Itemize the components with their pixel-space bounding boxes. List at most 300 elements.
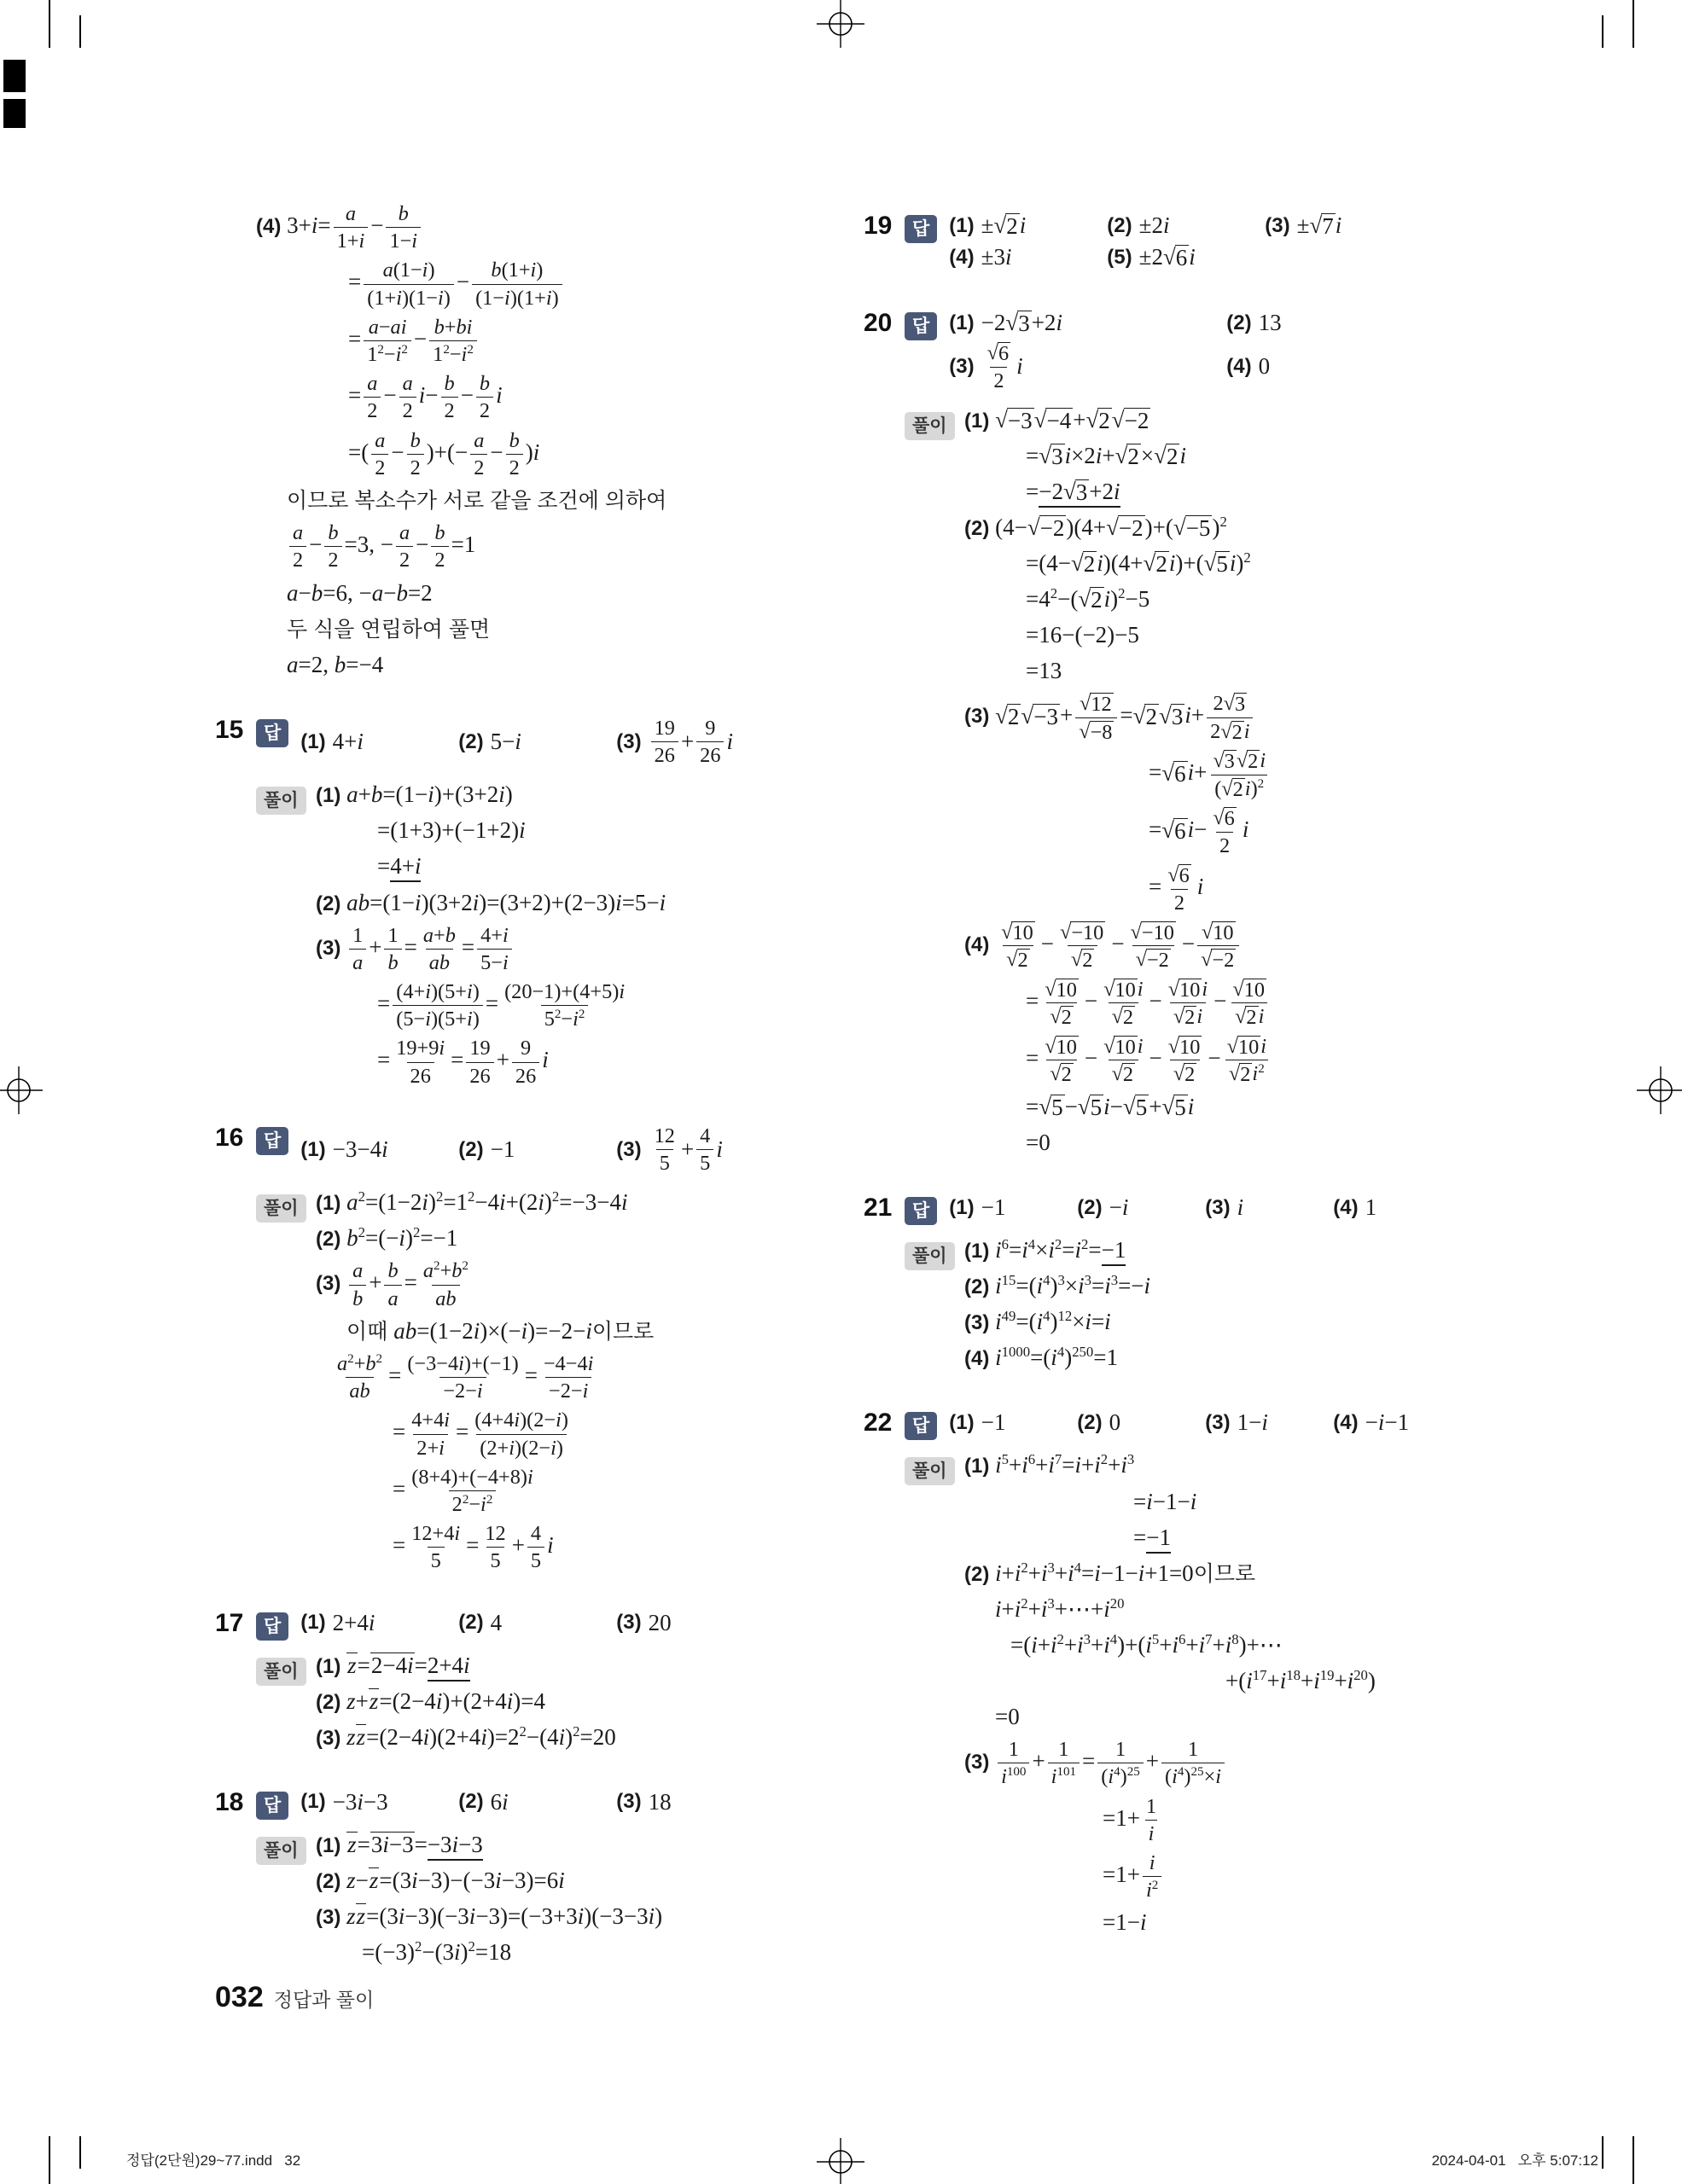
formula-line: = $\frac{(8+4)+(-4+8)i}{2^2-i^2}$ (316, 1466, 785, 1516)
formula-line: 이때 ab=(1−2i)×(−i)=−2−i이므로 (346, 1317, 655, 1344)
answer-label: (1) (300, 729, 326, 753)
sqrt: √ 2 (1050, 1062, 1072, 1087)
sqrt: √ 3 (1062, 478, 1088, 505)
fraction: $\frac{a}{2}$ (399, 372, 416, 422)
answer-value: − i (1109, 1194, 1129, 1221)
answer-row (949, 1192, 1461, 1223)
formula-line: (1) $i^6=i^4\times i^2=i^2=-1$ (964, 1235, 1487, 1265)
solution-block (256, 1651, 785, 1752)
fraction: $\frac{4+4i}{2+i}$ (411, 1409, 450, 1460)
answer-badge: 답 (256, 1612, 288, 1641)
formula-line: =0 (995, 1704, 1020, 1730)
problem-22 (864, 1407, 1487, 1937)
fraction: $\frac{b}{a}$ (384, 1259, 401, 1310)
problem-16 (215, 1122, 785, 1573)
answer-value: 2+4 i (332, 1609, 375, 1635)
registration-mark-left (0, 1066, 43, 1114)
fraction: 9 26 (696, 717, 724, 767)
formula-line: $=(i+i^2+i^3+i^4)+(i^5+i^6+i^7+i^8)+\cdots$ (1010, 1630, 1283, 1658)
formula-line: (2) (4− √ −2 )(4+ √ −2 )+( √ −5 )$^2$ (964, 513, 1227, 541)
sqrt: √ 2 (1173, 1005, 1196, 1030)
answer-badge: 답 (905, 312, 937, 340)
sqrt: √ 2 (1173, 1062, 1196, 1087)
crop-mark (1633, 2136, 1634, 2184)
formula-line: =13 (1026, 658, 1062, 684)
formula-line: (1) $i^5+i^6+i^7=i+i^2+i^3$ (964, 1451, 1135, 1478)
answer-value: ± √ 2 i (981, 212, 1027, 239)
item-label: (1) (316, 1654, 341, 1678)
answer-label: (2) (1226, 311, 1252, 334)
fraction: $\frac{1}{b}$ (384, 924, 401, 974)
fraction: $\frac{a-ai}{1^2-i^2}$ (364, 316, 411, 366)
formula-line: (2) $i^{15}=(i^4)^3\times i^3=i^3=-i$ (964, 1272, 1151, 1299)
crop-mark (79, 2136, 81, 2169)
crop-mark (79, 15, 81, 48)
answer-value: −1 (490, 1136, 515, 1163)
formula-line: (3) $zz=(2-4i)(2+4i)=2^2-(4i)^2=20$ (316, 1722, 616, 1750)
fraction: $\frac{19}{26}$ (466, 1037, 493, 1087)
sqrt: √ −3 (995, 406, 1033, 433)
fraction: √ 10 √ 2 i (1229, 978, 1270, 1029)
answer-value: ± √ 7 i (1296, 212, 1342, 239)
formula-line: (3) $\frac{1}{i^{100}}$ + $\frac{1}{i^{101}}$ = $\frac{1}{(i^4)^{25}}$ + $\frac{1}{(i^4)^{25}\times i}$ (964, 1738, 1487, 1788)
fraction (1075, 692, 1117, 743)
answer-item (949, 1407, 1077, 1438)
underlined-answer: 2+4i (428, 1653, 470, 1682)
answer-line (905, 1192, 1487, 1225)
crop-mark (1633, 0, 1634, 48)
solution-block (256, 1188, 785, 1572)
answer-line (905, 307, 1487, 395)
sqrt: √ 3 (1005, 309, 1030, 336)
answer-label: (1) (949, 1195, 975, 1219)
sqrt: √ 10 (1045, 977, 1077, 1002)
formula-line: (3) $i^{49}=(i^4)^{12}\times i=i$ (964, 1308, 1111, 1335)
fraction: √ 10 i √ 2 (1103, 1034, 1144, 1087)
answer-label: (1) (949, 213, 975, 237)
fraction: $\frac{(8+4)+(-4+8)i}{2^2-i^2}$ (411, 1465, 533, 1516)
answer-item (458, 1134, 616, 1165)
crop-mark (49, 2136, 50, 2184)
answer-label: (2) (458, 1137, 484, 1161)
fraction: $\frac{12+4i}{5}$ (411, 1522, 461, 1573)
answer-item (949, 1192, 1077, 1223)
registration-mark-right (1637, 1066, 1682, 1114)
answer-value: 6 i (490, 1788, 509, 1815)
sqrt: √ 2 (1111, 1062, 1134, 1087)
formula-line: a−b=6, −a−b=2 (287, 579, 433, 606)
crop-mark (1602, 15, 1603, 48)
fraction: √ 3 √ 2 i ( √ 2 i)$^2$ (1209, 749, 1269, 800)
formula-line: (4) √ 10 √ 2 − √ −10 √ 2 − √ −10 √ −2 − √ 10 √ −2 (964, 921, 1487, 972)
sqrt: √ −4 (1033, 406, 1072, 433)
sqrt: √ −2 (1027, 514, 1065, 541)
fraction: √ 10 i √ 2 $i^2$ (1226, 1034, 1267, 1087)
sqrt: √ 2 (1111, 1005, 1134, 1030)
answer-label: (3) (616, 1137, 642, 1161)
sqrt: √ −10 (1059, 920, 1104, 944)
answer-item (616, 714, 774, 770)
fraction: $\frac{b}{2}$ (476, 372, 493, 422)
item-label: (1) (316, 1192, 341, 1216)
overline: z (356, 1903, 366, 1929)
answer-item (1205, 1192, 1333, 1223)
sqrt: √ 5 (1161, 1093, 1186, 1120)
item-label: (3) (316, 1906, 341, 1929)
answer-row (949, 307, 1504, 339)
item-label: (4) (964, 1347, 990, 1371)
fraction: √ 6 2 (987, 341, 1010, 392)
fraction: 19 26 (651, 717, 678, 767)
answer-value: 20 (648, 1609, 672, 1635)
answer-row (300, 1607, 774, 1639)
formula-line: =−1 (964, 1523, 1487, 1553)
fraction: $\frac{b}{2}$ (431, 521, 448, 572)
answer-value: 4 (490, 1609, 503, 1635)
item-label: (3) (964, 1751, 990, 1774)
solution-badge: 풀이 (256, 1837, 306, 1865)
formula-line: (2) ab=(1−i)(3+2i)=(3+2)+(2−3)i=5−i (316, 889, 666, 915)
solution-block (905, 405, 1487, 1158)
formula-line: (3) $\frac{a}{b}$ + $\frac{b}{a}$ = $\frac{a^2+b^2}{ab}$ (316, 1259, 785, 1310)
item-label: (1) (964, 409, 990, 433)
answer-value: ±2 √ 6 i (1138, 243, 1196, 270)
answer-badge: 답 (905, 215, 937, 243)
fraction: $\frac{i}{i^2}$ (1143, 1851, 1161, 1902)
sqrt: √ 10 (1045, 1034, 1077, 1059)
answer-value: √ 6 2 i (981, 341, 1023, 392)
print-info-right: 2024-04-01 오후 5:07:12 (1431, 2152, 1598, 2169)
fraction: √ 10 i √ 2 i (1167, 977, 1208, 1030)
sqrt: √ 2 (1050, 1005, 1072, 1030)
answer-item (949, 241, 1107, 273)
solution-badge: 풀이 (905, 1242, 955, 1270)
sqrt: √ 6 (987, 341, 1010, 365)
answer-line (256, 1122, 785, 1177)
answer-label: (3) (1205, 1195, 1231, 1219)
problem-21 (864, 1192, 1487, 1373)
overline: z (369, 1687, 379, 1714)
solution-lines (964, 1235, 1487, 1373)
korean-text: 이므로 (591, 1319, 655, 1344)
problem-20 (864, 307, 1487, 1158)
fraction: √ 6 2 (1167, 863, 1190, 915)
answer-value: −1 (981, 1194, 1006, 1221)
item-label: (3) (316, 1272, 341, 1296)
problem-19 (864, 210, 1487, 273)
fraction: $\frac{1}{a}$ (349, 924, 366, 974)
solution-lines (316, 1830, 785, 1967)
answer-value: 12 5 + 4 5 i (649, 1124, 723, 1175)
formula-line: =16−(−2)−5 (1026, 622, 1139, 648)
sqrt: √ −8 (1079, 719, 1113, 744)
answer-label: (2) (458, 729, 484, 753)
sqrt: √ −3 (1021, 702, 1058, 729)
sqrt: √ 5 (1203, 550, 1228, 578)
fraction: $\frac{b+bi}{1^2-i^2}$ (429, 316, 477, 366)
solution-badge: 풀이 (256, 1658, 306, 1686)
sqrt: √ 2 (1070, 948, 1093, 973)
fraction: $\frac{(4+4i)(2-i)}{(2+i)(2-i)}$ (474, 1409, 568, 1460)
answer-label: (3) (1205, 1410, 1231, 1434)
answer-label: (2) (1077, 1410, 1103, 1434)
solution-block (905, 1450, 1487, 1937)
fraction: $\frac{b}{2}$ (441, 372, 458, 422)
print-info-left: 정답(2단원)29~77.indd 32 (126, 2152, 301, 2169)
answer-label: (2) (458, 1611, 484, 1635)
fraction: $\frac{a}{1+i}$ (334, 202, 369, 253)
answer-label: (4) (1333, 1195, 1359, 1219)
formula-line: (1) $a^2=(1-2i)^2=1^2-4i+(2i)^2=-3-4i$ (316, 1188, 628, 1216)
formula-line: $\frac{a}{2}$ − $\frac{b}{2}$ =3, − $\frac{a}{2}$ − $\frac{b}{2}$ =1 (256, 521, 785, 572)
fraction: $\frac{9}{26}$ (512, 1037, 539, 1087)
sqrt: √ 10 (1232, 977, 1266, 1002)
sqrt: √ 6 (1167, 863, 1190, 888)
answer-item (1333, 1407, 1461, 1438)
sqrt: √ 5 (1077, 1093, 1103, 1120)
answer-value: 4+ i (332, 729, 364, 755)
sqrt: √ 2 (1228, 1062, 1251, 1087)
formula-line: = $\frac{a}{2}$ − $\frac{a}{2}$ i− $\frac{b}{2}$ − $\frac{b}{2}$ i (348, 372, 503, 423)
answer-item (1205, 1407, 1333, 1438)
answer-value: 0 (1258, 353, 1271, 380)
problem-number: 22 (864, 1409, 893, 1438)
sqrt: √ −2 (1111, 406, 1149, 433)
fraction: $\frac{b}{2}$ (506, 429, 523, 479)
formula-line: (2) $i+i^2+i^3+i^4=i-1-i+1=0$이므로 (964, 1559, 1256, 1586)
fraction: $\frac{1}{(i^4)^{25}\times i}$ (1161, 1738, 1225, 1788)
fraction: 2 √ 3 2 √ 2 i (1207, 692, 1253, 743)
formula-line: (3) √ 2 √ −3 + √ 12 √ −8 = √ 2 √ 3 i+ 2 √ 3 2 √ 2 i (964, 692, 1487, 743)
sqrt: √ −5 (1173, 514, 1211, 541)
answer-value: −3−4 i (332, 1136, 388, 1163)
page-number: 032 (215, 1981, 264, 2013)
item-label: (3) (316, 936, 341, 960)
answer-row (949, 339, 1504, 395)
korean-text: 이므로 복소수가 서로 같을 조건에 의하여 (287, 489, 667, 514)
problem-17 (215, 1607, 785, 1752)
sqrt: √ 6 (1162, 243, 1188, 270)
fraction: $\frac{4+i}{5-i}$ (477, 924, 512, 974)
korean-text: 이때 (346, 1319, 394, 1344)
formula-line: =4+i (316, 851, 785, 881)
answer-label: (2) (458, 1790, 484, 1814)
answer-value: 1 (1365, 1194, 1377, 1221)
sqrt: √ 10 (1103, 977, 1136, 1002)
answer-label: (4) (949, 245, 975, 269)
answer-label: (1) (300, 1611, 326, 1635)
answer-item (1265, 210, 1423, 241)
answer-badge: 답 (905, 1197, 937, 1225)
sqrt: √ 2 (1154, 442, 1179, 469)
underlined-answer: −1 (1146, 1525, 1171, 1554)
print-control-mark (3, 99, 26, 128)
underlined-answer: 4+i (390, 853, 421, 882)
formula-line: = $\frac{a-ai}{1^2-i^2}$ − $\frac{b+bi}{1^2-i^2}$ (256, 316, 785, 366)
sqrt: √ −2 (1106, 514, 1144, 541)
answer-value: 0 (1109, 1409, 1121, 1436)
sqrt: √ 3 (1223, 692, 1246, 717)
answer-label: (1) (300, 1137, 326, 1161)
formula-line: $\frac{a^2+b^2}{ab}$ = $\frac{(-3-4i)+(-1)}{-2-i}$ = $\frac{-4-4i}{-2-i}$ (316, 1352, 785, 1403)
problem-15 (215, 714, 785, 1088)
sqrt: √ 6 (1213, 806, 1235, 831)
fraction: $\frac{a}{2}$ (371, 429, 388, 479)
formula-line: = $\frac{(4+i)(5+i)}{(5-i)(5+i)}$ = $\frac{(20-1)+(4+5)i}{5^2-i^2}$ (316, 980, 785, 1031)
fraction: $\frac{b(1+i)}{(1-i)(1+i)}$ (472, 258, 562, 309)
sqrt: √ 3 (1039, 442, 1063, 469)
formula-line: $i+i^2+i^3+\cdots+i^{20}$ (995, 1594, 1125, 1622)
overline: z (356, 1723, 366, 1750)
fraction: $\frac{a(1-i)}{(1+i)(1-i)}$ (364, 258, 454, 309)
sqrt: √ 5 (1122, 1093, 1148, 1120)
formula-line: =−2 √ 3 +2i (964, 477, 1487, 507)
problem-number: 17 (215, 1608, 244, 1637)
crop-mark (49, 0, 50, 48)
sqrt: √ −2 (1135, 948, 1169, 973)
fraction: $\frac{1}{i^{101}}$ (1048, 1738, 1080, 1788)
answer-item (616, 1122, 774, 1177)
answer-item (458, 1607, 616, 1639)
solution-lines (964, 405, 1487, 1158)
answer-value: −3 i −3 (332, 1788, 388, 1815)
answer-item (949, 339, 1226, 395)
fraction: $\frac{b}{2}$ (407, 429, 424, 479)
answer-value: i (1237, 1194, 1244, 1221)
left-problems (215, 714, 785, 1967)
answer-line (256, 1786, 785, 1820)
answer-item (300, 1786, 458, 1818)
sqrt: √ 10 (1167, 977, 1201, 1002)
formula-line: = √ 3 i×2i+ √ 2 × √ 2 i (1026, 442, 1186, 469)
fraction: $\frac{a}{b}$ (349, 1259, 366, 1310)
fraction (1127, 921, 1179, 972)
fraction (998, 921, 1039, 972)
formula-line: (1) a+b=(1−i)+(3+2i) (316, 781, 513, 808)
answer-item (1226, 351, 1504, 382)
item-label: (2) (964, 1562, 990, 1586)
answer-value: 18 (648, 1788, 672, 1815)
overline: z (347, 1831, 357, 1857)
formula-line: =1+ $\frac{1}{i}$ (964, 1795, 1487, 1845)
answer-line (905, 1407, 1487, 1440)
formula-line: =0 (1026, 1129, 1051, 1155)
answer-item (458, 726, 616, 758)
answer-item (616, 1607, 774, 1639)
item-label: (4) (256, 214, 282, 238)
item-label: (1) (316, 1833, 341, 1857)
sqrt: √ 2 (1115, 442, 1139, 469)
formula-line: = √ 6 i− √ 6 2 i (1149, 806, 1249, 857)
sqrt: √ 2 (995, 702, 1020, 729)
formula-line: (4) 3+i= $\frac{a}{1+i}$ − $\frac{b}{1-i}$ (256, 202, 785, 253)
sqrt: √ 10 (1201, 920, 1234, 944)
solution-block (905, 1235, 1487, 1373)
answer-badge: 답 (256, 1792, 288, 1820)
sqrt: √ 7 (1309, 212, 1334, 239)
sqrt: √ 6 (1161, 759, 1186, 787)
answer-badge: 답 (256, 719, 288, 747)
overline: z (347, 1652, 357, 1678)
fraction: $\frac{a}{2}$ (396, 521, 413, 572)
problem-number: 19 (864, 212, 893, 240)
answer-item (300, 726, 458, 758)
formula-line: $=4^2-$( √ 2 i)$^2$−5 (1026, 585, 1150, 613)
formula-line: = √ 10 √ 2 − √ 10 i √ 2 − √ 10 √ 2 − √ 10 i √ 2 $i^2$ (964, 1035, 1487, 1086)
formula-line: (3) zz=(3i−3)(−3i−3)=(−3+3i)(−3−3i) (316, 1903, 663, 1929)
sqrt: √ 2 (1221, 776, 1243, 801)
answer-value: 1− i (1237, 1409, 1268, 1436)
underlined-answer: −1 (1102, 1237, 1126, 1266)
sqrt: √ 3 (1158, 702, 1184, 729)
fraction: $\frac{(4+i)(5+i)}{(5-i)(5+i)}$ (393, 980, 483, 1031)
fraction: $\frac{a^2+b^2}{ab}$ (337, 1351, 383, 1403)
fraction: $\frac{a}{2}$ (470, 429, 487, 479)
sqrt: √ 2 (1070, 550, 1096, 578)
fraction: √ 10 i √ 2 (1103, 977, 1144, 1030)
formula-line: $+(i^{17}+i^{18}+i^{19}+i^{20})$ (1225, 1666, 1376, 1693)
solution-badge: 풀이 (905, 1457, 955, 1485)
formula-line: (1) √ −3 √ −4 + √ 2 √ −2 (964, 406, 1149, 433)
sqrt: √ 10 (1001, 920, 1033, 944)
fraction (1197, 921, 1239, 972)
fraction (1056, 921, 1109, 972)
underlined-answer: −3i−3 (428, 1832, 483, 1861)
formula-line: (3) $\frac{1}{a}$ + $\frac{1}{b}$ = $\frac{a+b}{ab}$ = $\frac{4+i}{5-i}$ (316, 924, 785, 974)
registration-mark-top (817, 0, 864, 48)
solution-block (256, 1830, 785, 1967)
answer-item (1077, 1192, 1205, 1223)
right-column (864, 210, 1487, 1943)
fraction: $\frac{a}{2}$ (364, 372, 381, 422)
fraction: $\frac{a^2+b^2}{ab}$ (422, 1259, 469, 1310)
answer-label: (3) (616, 1790, 642, 1814)
solution-lines (316, 780, 785, 1088)
formula-line: = √ 10 √ 2 − √ 10 i √ 2 − √ 10 i √ 2 i − √ 10 √ 2 i (964, 978, 1487, 1029)
formula-line: = $\frac{4+4i}{2+i}$ = $\frac{(4+4i)(2-i)}{(2+i)(2-i)}$ (316, 1409, 785, 1459)
sqrt: √ 2 (1132, 702, 1157, 729)
overline: 2−4i (370, 1652, 414, 1678)
answer-label: (3) (949, 354, 975, 378)
sqrt: √ 2 (1085, 406, 1110, 433)
right-problems (864, 210, 1487, 1937)
answer-label: (3) (1265, 213, 1290, 237)
fraction: $\frac{1}{(i^4)^{25}}$ (1097, 1738, 1144, 1788)
item-label: (2) (964, 1275, 990, 1299)
answer-row (949, 241, 1423, 273)
answer-badge: 답 (905, 1412, 937, 1440)
answer-value: 13 (1258, 310, 1282, 335)
item-label: (4) (964, 933, 990, 957)
sqrt: √ 2 (1006, 948, 1028, 973)
formula-line: = $\frac{a(1-i)}{(1+i)(1-i)}$ − $\frac{b(1+i)}{(1-i)(1+i)}$ (256, 258, 785, 309)
answer-item (1077, 1407, 1205, 1438)
formula-line: a=2, b=−4 (287, 651, 384, 677)
sqrt: √ 2 (1078, 586, 1103, 613)
answer-value: −1 (981, 1409, 1006, 1436)
problem-number: 20 (864, 309, 893, 337)
formula-line (256, 614, 785, 644)
formula-line: =i−1−i (1133, 1488, 1197, 1514)
overline: 3i−3 (370, 1831, 414, 1857)
formula-line: = $\frac{19+9i}{26}$ = $\frac{19}{26}$ + $\frac{9}{26}$ i (377, 1037, 549, 1088)
answer-label: (3) (616, 729, 642, 753)
answer-row (300, 1786, 774, 1818)
answer-label: (2) (1077, 1195, 1103, 1219)
answer-value: 19 26 + 9 26 i (649, 717, 733, 767)
answer-label: (1) (949, 1410, 975, 1434)
formula-line: (2) z+z=(2−4i)+(2+4i)=4 (316, 1687, 545, 1714)
